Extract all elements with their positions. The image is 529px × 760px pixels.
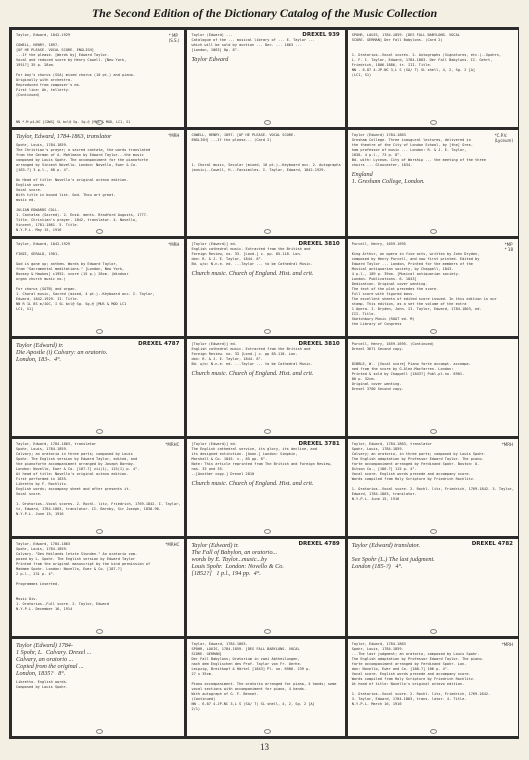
card-text-line: ENGLISH] ...If the please... (Card 2) bbox=[191, 138, 272, 142]
card-rod-hole bbox=[430, 120, 437, 125]
card-text-line: Vocal score. English words precede and accompany score. bbox=[351, 672, 471, 676]
card-call-number: DREXEL 4787 bbox=[138, 341, 180, 347]
card-text-line: 1. Choral music, Sacred (mixed, 4 pt.)--Keyboard acc. I. Taylor, bbox=[16, 292, 155, 296]
card-text-line: Friedrich, 1806-1886, tr. III. Title. bbox=[351, 63, 432, 67]
card-text-line: ned from the score by G.Alex.Macfarren. London: bbox=[351, 367, 454, 371]
card-text-line: English cathedral music. Extracted from the British and bbox=[191, 247, 311, 251]
card-text-line: L. F. I. Taylor, Edward, 1784-1863. Der Fall Babylons. II. Gehrt, bbox=[351, 58, 493, 62]
card-rod-hole bbox=[264, 329, 271, 334]
card-text-line: Taylor, Edward, 1784-1863, translator bbox=[351, 442, 432, 446]
card-text-line: Sketchbury Music (ROAT ed. M) bbox=[351, 317, 415, 321]
card-text-line: 1. Oratorios--Vocal scores. 2. Rochl- litz, Friedrich, 1769-1842. I. Taylor, bbox=[16, 502, 181, 506]
card-text-line: 27 x 35cm. bbox=[191, 672, 214, 676]
card-text-line: Taylor, Edward, 1784-1863, translator bbox=[16, 442, 97, 446]
card-text-line: ...If the please. [Words by] Edward Taylor. bbox=[16, 53, 110, 57]
card-text-line: 1. Oratorios--Full score. 2. Taylor, Edward bbox=[16, 602, 110, 606]
catalog-card bbox=[12, 439, 184, 536]
card-text-line: With autograph of G. F. Bennet. bbox=[191, 692, 259, 696]
catalog-card-grid bbox=[9, 27, 519, 739]
card-text-line: Spohr, Louis, 1784-1859. bbox=[16, 143, 68, 147]
card-rod-hole bbox=[96, 329, 103, 334]
card-text-line: [OF HE PLEASE. VOCAL SCORE. ENGLISH] bbox=[16, 48, 94, 52]
card-text-line: Bd. w/o: N.n.e. ed. ...Taylor ... to be Cathedral Music. bbox=[191, 362, 313, 366]
card-text-line: don: R. & J. E. Taylor, 1844. 8°. bbox=[191, 357, 263, 361]
card-text-line: Drexel 3700 Second copy. bbox=[351, 387, 404, 391]
handwritten-heading: Taylor Edward bbox=[191, 56, 229, 63]
card-text-line: Foreign Review. no. 33 [Lond.] c. pp 85-118. Lon- bbox=[191, 352, 298, 356]
handwritten-heading: England 1. Gresham College, London. bbox=[351, 171, 425, 185]
card-class-mark: *MRH bbox=[168, 242, 180, 247]
card-text-line: the theatre of the City of London School, by [the] Gres- bbox=[351, 143, 473, 147]
card-text-line: (LC1, S1) bbox=[351, 73, 372, 77]
catalog-card bbox=[187, 339, 344, 436]
catalog-card bbox=[348, 130, 518, 236]
card-text-line: 80 p. 32cm. bbox=[351, 377, 376, 381]
card-text-line: N.Y.P.L. December 16, 1914 bbox=[16, 607, 73, 611]
card-text-line: (Continued) bbox=[191, 697, 216, 701]
page-number: 13 bbox=[260, 742, 269, 752]
catalog-card bbox=[348, 339, 518, 436]
card-text-line: Vincent, 1781-1861. 5. Title. bbox=[16, 223, 79, 227]
card-text-line: Foreign Review, no. 33. [Lond.] c. pp. 85-118. Lon- bbox=[191, 252, 302, 256]
card-text-line: Spohr, Louis, 1784-1859. bbox=[16, 547, 68, 551]
card-text-line: Ditson Co., [186-?] 115 p. 4°. bbox=[351, 467, 417, 471]
card-rod-hole bbox=[96, 120, 103, 125]
card-rod-hole bbox=[96, 729, 103, 734]
card-text-line: forte accompaniment arranged by Ferdinand Spohr. Boston: O. bbox=[351, 462, 480, 466]
card-text-line: Taylor, Edward, 1784-1863 bbox=[16, 542, 71, 546]
card-text-line: [Taylor (Edward)] ed. bbox=[191, 442, 237, 446]
card-text-line: from "Sacramental meditations." [London, New York, bbox=[16, 267, 125, 271]
card-call-number: DREXEL 939 bbox=[302, 32, 340, 38]
card-text-line: its designed extinction. [Anon.] London: Simpkin, bbox=[191, 452, 298, 456]
card-text-line: Calvary. "Des Heilands letzte Stunden." An oratorio com- bbox=[16, 552, 138, 556]
card-call-number: DREXEL 3781 bbox=[298, 441, 340, 447]
card-text-line: For chorus (SATB) and organ. bbox=[16, 287, 77, 291]
card-text-line: [Taylor (Edward)] ed. bbox=[191, 242, 237, 246]
card-text-line: 2/1) bbox=[191, 707, 201, 711]
card-text-line: 1. Oratorios--Vocal scores. 2. Autographs (Signatures, etc.)--Spohrs, bbox=[351, 53, 502, 57]
card-text-line: Printed & sold by Chappell [1843?] Publ.pl.no. 6901. bbox=[351, 372, 465, 376]
card-call-number: DREXEL 3810 bbox=[298, 341, 340, 347]
card-rod-hole bbox=[430, 329, 437, 334]
card-class-mark: *C.P.V. (Lyceum) bbox=[494, 133, 514, 143]
card-class-mark: *MRH bbox=[501, 442, 514, 447]
card-class-mark: *MRH bbox=[501, 642, 514, 647]
handwritten-heading: Taylor (Edward) 1784- 1 Spohr, L. Calvary. Drexel ... Calvary, an oratorio ... Copied from the original ... London, 1835? 8°. bbox=[16, 642, 92, 677]
catalog-card bbox=[12, 639, 184, 736]
card-text-line: from the German of A. Mahlmann by Edward Taylor...the music bbox=[16, 153, 144, 157]
card-text-line: Words compiled from Holy Scripture by Friedrich Rochlitz. bbox=[351, 677, 476, 681]
card-text-line: SPOHR, LOUIS, 1784-1859. [DES FALL BABYLONS. VOCAL bbox=[191, 647, 300, 651]
card-text-line: Bd. w/o: N.n.e. ed. ...Taylor ... to be Cathedral Music. bbox=[191, 262, 313, 266]
card-text-line: Leipzig, Breitkopf & Härtel [1843] Pl. no. 6986. 239 p. bbox=[191, 667, 311, 671]
card-text-line: Edward, 1842-1929. II. Title. bbox=[16, 297, 79, 301]
card-rod-hole bbox=[96, 629, 103, 634]
card-text-line: Taylor, Edward, 1842-1929 bbox=[16, 242, 71, 246]
card-text-line: 1. Cantatas (Sacred). 2. Ensb- ments. Bradford Augusts, 1777- bbox=[16, 213, 148, 217]
card-rod-hole bbox=[96, 229, 103, 234]
card-text-line: --[Another copy.] Drexel 2810 bbox=[191, 472, 255, 476]
card-tracing-footer: NN *.M p4-NC [COWS] SL bcl@ Sg. Sg.@ [MUS & MOD, LC1, S1 bbox=[16, 119, 131, 124]
card-text-line: the Library of Congress bbox=[351, 322, 402, 326]
card-text-line: Purcell, Henry, 1659-1695. (Continued) bbox=[351, 342, 434, 346]
card-text-line: DIBBLE, W.- [Vocal score] Piano forte accompt. accompa- bbox=[351, 362, 471, 366]
card-text-line: Reproduced from composer's ms. bbox=[16, 83, 81, 87]
card-text-line: JULIAN EDWARDS COLL. bbox=[16, 208, 60, 212]
card-text-line: Taylor (Edward) 1784-1863 bbox=[351, 133, 406, 137]
catalog-card bbox=[348, 439, 518, 536]
card-text-line: stamp. This edition, as a set the volume of the extra bbox=[351, 302, 467, 306]
card-text-line: Words compiled from Holy Scripture by Friedrich Rochlitz. bbox=[351, 477, 476, 481]
card-text-line: King Arthur, an opera in five acts, written by John Dryden, bbox=[351, 252, 480, 256]
card-text-line: English words; accompany sheet and after presents it. bbox=[16, 487, 131, 491]
card-rod-hole bbox=[430, 229, 437, 234]
card-text-line: Edward Taylor ... London, Printed for the members of the bbox=[351, 262, 473, 266]
card-text-line: English cathedral music. Extracted from the British and bbox=[191, 347, 311, 351]
card-text-line: 1951?] 35 p. 28cm. bbox=[16, 63, 55, 67]
card-text-line: NN - 6.87 4.JP-NC 3,L S (SA/ T) SL shell, 4, 2, Sg. 2 [A] bbox=[351, 68, 476, 72]
card-text-line: organ church music no.) bbox=[16, 277, 66, 281]
card-rod-hole bbox=[430, 429, 437, 434]
catalog-card bbox=[12, 30, 184, 127]
card-text-line: (Continued) bbox=[16, 93, 40, 97]
catalog-card bbox=[12, 539, 184, 636]
card-text-line: Programmes inserted. bbox=[16, 582, 60, 586]
card-rod-hole bbox=[430, 629, 437, 634]
card-text-line: NN R 1L 8S m/JOC, I SL bcl@ Sg. Sg.@ [MUS & MOD LC1 bbox=[16, 302, 127, 306]
card-rod-hole bbox=[96, 429, 103, 434]
card-text-line: English words. bbox=[16, 183, 47, 187]
card-text-line: Dedication. Original cover wanting. bbox=[351, 282, 428, 286]
card-text-line: The excellent sheets of edited score issued. In this edition is our bbox=[351, 297, 497, 301]
card-text-line: The English adaptation by Professor Edward Taylor. The piano- bbox=[351, 457, 484, 461]
card-text-line: 1. Choral music, Secular (mixed, 10 pt.)--Keyboard acc. 2. Autographs bbox=[191, 163, 341, 167]
card-text-line: posed by L. Spohr. The English version by Edward Taylor bbox=[16, 557, 135, 561]
card-text-line: London: Novello, Ewer & Co. [187-?] vii(1), 115(1) p. 4°. bbox=[16, 467, 140, 471]
card-text-line: arranged by Vincent Novello. London: Novello, Ewer & Co. bbox=[16, 163, 138, 167]
card-class-mark: * MP (S.S.) bbox=[168, 33, 180, 43]
catalog-card bbox=[187, 439, 344, 536]
card-text-line: Composed by Louis Spohr. bbox=[16, 685, 68, 689]
card-text-line: [183-?] 3 p.l., 68 p. 4°. bbox=[16, 168, 71, 172]
card-text-line: N.Y.P.L. June 15, 1916 bbox=[16, 512, 64, 516]
card-text-line: COWELL, HENRY, 1897- bbox=[16, 43, 60, 47]
card-text-line: III. Title. bbox=[351, 312, 376, 316]
handwritten-heading: Taylor (Edward) tr. The Fall of Babylon, an oratorio... words by E. Taylor...music...by Louis Spohr. London: Novello & Co. [1852?] 1 p.l., 194 pp. 4°. bbox=[191, 542, 284, 577]
card-rod-hole bbox=[264, 529, 271, 534]
card-class-mark: *MP * 18 bbox=[504, 242, 514, 252]
card-rod-hole bbox=[264, 429, 271, 434]
card-text-line: Printed from the original manuscript by the kind permission of bbox=[16, 562, 151, 566]
card-text-line: Vocal score. bbox=[16, 188, 42, 192]
card-text-line: Originally with orchestra. bbox=[16, 78, 73, 82]
card-text-line: choirs ... Gloucester, 1834. bbox=[351, 163, 413, 167]
catalog-card bbox=[12, 339, 184, 436]
card-text-line: For boy's chorus (SSA) mixed chorus (10 pt.) and piano. bbox=[16, 73, 135, 77]
card-text-line: Der Fall Babylons; Oratorium in zwei Abtheilungen, bbox=[191, 657, 300, 661]
card-text-line: 1 Opera. I. Dryden, John. II. Taylor, Edward, 1784-1863, ed. bbox=[351, 307, 482, 311]
card-text-line: 4 p.l., 189 p. 39cm. [Musical antiquarian society. bbox=[351, 272, 460, 276]
card-text-line: Music Div. bbox=[16, 597, 38, 601]
card-text-line: Original cover wanting. bbox=[351, 382, 402, 386]
card-text-line: don: Novello, Ewer and Co. [188-?] 106 p. 4°. bbox=[351, 667, 450, 671]
card-text-line: NN - 6.87 4.JP-NC 3,L S (SA/ T) SL shell, 4, 2, Sg. 2 [A] bbox=[191, 702, 315, 706]
card-text-line: Musical antiquarian society, by Chappell, 1843. bbox=[351, 267, 454, 271]
card-text-line: Gresham College. Three inaugural lectures, delivered in bbox=[351, 138, 471, 142]
card-text-line: Bd. with: Lyceum. City of Worship ... the meeting of the three bbox=[351, 158, 486, 162]
card-text-line: Taylor (Edward) ... bbox=[191, 33, 233, 37]
card-text-line: SCORE. GERMAN] bbox=[191, 652, 222, 656]
handwritten-heading: Taylor (Edward) translator. See Spohr (L.) The last judgment. London (185-?) 4°. bbox=[351, 542, 435, 570]
card-text-line: music ed. bbox=[16, 198, 36, 202]
card-text-line: forte accompaniment arranged by Ferdinand Spohr. Lon- bbox=[351, 662, 467, 666]
card-text-line: N.Y.P.L. May 15, 1916 bbox=[16, 228, 62, 232]
card-text-line: the pianoforte accompaniment arranged by Joseph Barnby. bbox=[16, 462, 135, 466]
card-text-line: Libretto by F. Rochlitz. bbox=[16, 482, 68, 486]
card-call-number: DREXEL 4782 bbox=[471, 541, 514, 547]
card-text-line: Vocal and reduced score by Henry Cowell. [New York, bbox=[16, 58, 127, 62]
card-text-line: composed by Henry Purcell, and now first printed. Edited by bbox=[351, 257, 480, 261]
card-text-line: The Christian's prayer; a sacred cantata, the words translated bbox=[16, 148, 151, 152]
card-text-line: Taylor, Edward, 1784-1863. bbox=[191, 642, 248, 646]
handwritten-heading: Church music. Church of England. Hist. and crit. bbox=[191, 370, 314, 377]
card-text-line: 1. Oratorios--Vocal score. 2. Rochl- litz, Friedrich, 1769-1842. 3. Taylor, bbox=[351, 487, 515, 491]
card-rod-hole bbox=[430, 529, 437, 534]
card-call-number: DREXEL 4789 bbox=[298, 541, 340, 547]
card-text-line: Vocal score. bbox=[16, 492, 42, 496]
card-text-line: LC1, S1] bbox=[16, 307, 34, 311]
card-text-line: nach dem Englischen des Prof. Taylor von Fr. Oerhe. bbox=[191, 662, 302, 666]
card-text-line: Title. Christian's prayer. 1842, translator. 4. Novello, bbox=[16, 218, 138, 222]
card-text-line: 2 p.l., 231 p. 4°. bbox=[16, 572, 55, 576]
card-text-line: Calvary; an oratorio in three parts; composed by Louis bbox=[16, 452, 133, 456]
catalog-card bbox=[348, 30, 518, 127]
card-text-line: [London, 1863] 8p. 8°. bbox=[191, 48, 240, 52]
card-text-line: Spohr, Louis, 1784-1859. bbox=[351, 447, 404, 451]
card-text-line: On Head of title: Novello's original octavo edition. bbox=[16, 178, 129, 182]
catalog-card bbox=[12, 130, 184, 236]
catalog-card bbox=[187, 30, 344, 127]
card-text-line: [Taylor (Edward)] ed. bbox=[191, 342, 237, 346]
card-text-line: Full score with figured bass. bbox=[351, 292, 415, 296]
card-text-line: Taylor, Edward, 1842-1929 bbox=[16, 33, 71, 37]
card-text-line: Piano accompaniment. The oratorio arranged for piano, 4 hands; some bbox=[191, 682, 337, 686]
card-rod-hole bbox=[264, 729, 271, 734]
card-text-line: Marshall & Co. 1845. v., 85 pp. 8°. bbox=[191, 457, 268, 461]
catalog-card bbox=[348, 639, 518, 736]
card-text-line: 1838. 4 p.l., 73 p. 8°. bbox=[351, 153, 402, 157]
card-text-line: Boosey & Hawkes] c1952. score (15 p.) 28cm. (Windsor bbox=[16, 272, 129, 276]
catalog-card bbox=[187, 239, 344, 336]
card-text-line: SPOHR, LOUIS, 1784-1859. [DES FALL BABYLONS. VOCAL bbox=[351, 33, 460, 37]
handwritten-heading: Church music. Church of England. Hist. and crit. bbox=[191, 480, 314, 487]
handwritten-heading: Taylor, Edward, 1784-1863, translator bbox=[16, 133, 112, 140]
card-text-line: which will be sold by auction ... Dec. ... 1863 ... bbox=[191, 43, 302, 47]
card-text-line: The English adaptation by Professor Edward Taylor. The piano- bbox=[351, 657, 484, 661]
catalog-card bbox=[187, 539, 344, 636]
catalog-title: The Second Edition of the Dictionary Catalog of the Music Collection bbox=[91, 5, 438, 20]
card-text-line: vocal sections with accompaniment for piano, 4 hands. bbox=[191, 687, 307, 691]
card-text-line: Libretto. English words. bbox=[16, 680, 68, 684]
card-text-line: London. Publications. 6. 1843] bbox=[351, 277, 417, 281]
card-text-line: Spohr, Louis, 1784-1859. bbox=[351, 647, 404, 651]
card-text-line: FINZI, GERALD, 1901- bbox=[16, 252, 60, 256]
card-rod-hole bbox=[264, 629, 271, 634]
card-text-line: At head of title: Novello's original octavo edition. bbox=[16, 472, 129, 476]
card-text-line: Madame Spohr. London: Novello, Ewer & Co. [187-?] bbox=[16, 567, 123, 571]
card-text-line: don: R. & J. E. Taylor, 1844. 8°. bbox=[191, 257, 263, 261]
card-text-line: Vocal score. English words precede and accompany score. bbox=[351, 472, 471, 476]
card-text-line: ham professor of music ... London: R. & J. E. Taylor, bbox=[351, 148, 467, 152]
card-call-number: DREXEL 3810 bbox=[298, 241, 340, 247]
card-text-line: Catalogue of the ... musical library of ... E. Taylor ... bbox=[191, 38, 315, 42]
catalog-card bbox=[187, 130, 344, 236]
card-text-line: 3. Taylor, Edward, 1784-1863, trans- lator. 4. Title. bbox=[351, 697, 467, 701]
card-text-line: Taylor, Edward, 1784-1863 bbox=[351, 642, 406, 646]
card-text-line: The text of the plot precedes the score. bbox=[351, 287, 439, 291]
handwritten-heading: Church music. Church of England. Hist. and crit. bbox=[191, 270, 314, 277]
card-text-line: tz, Edward, 1784-1863, translator. II. Barnby, Sir Joseph, 1838-96. bbox=[16, 507, 161, 511]
catalog-card bbox=[348, 539, 518, 636]
card-text-line: N.Y.P.L. June 15, 1916 bbox=[351, 497, 400, 501]
card-rod-hole bbox=[430, 729, 437, 734]
card-text-line: 1. Oratorios--Vocal score. 2. Rochl- litz, Friedrich, 1769-1842. bbox=[351, 692, 491, 696]
catalog-card bbox=[348, 239, 518, 336]
catalog-card bbox=[12, 239, 184, 336]
card-text-line: Spohr, Louis, 1784-1859. bbox=[16, 447, 68, 451]
card-text-line: God is gone up; anthem. Words by Edward Taylor, bbox=[16, 262, 118, 266]
page-header bbox=[0, 0, 529, 26]
card-text-line: First performed in 1835. bbox=[16, 477, 68, 481]
card-text-line: Spohr. The English version by Edward Taylor, edited, and bbox=[16, 457, 138, 461]
card-text-line: Edward, 1784-1863, translator. bbox=[351, 492, 417, 496]
card-text-line: Drexel 3671 Second copy. bbox=[351, 347, 404, 351]
card-text-line: The English cathedral service, its glory, its decline, and bbox=[191, 447, 317, 451]
card-text-line: At head of title: Novello's original octavo edition. bbox=[351, 682, 465, 686]
card-text-line: With title in bound list. God. Thou art great. bbox=[16, 193, 116, 197]
card-class-mark: *MRHC bbox=[165, 542, 180, 547]
card-text-line: Calvary; an oratorio, in three parts; composed by Louis Spohr. bbox=[351, 452, 486, 456]
card-rod-hole bbox=[264, 229, 271, 234]
card-class-mark: *MRHC bbox=[165, 442, 180, 447]
card-rod-hole bbox=[264, 120, 271, 125]
card-rod-hole bbox=[96, 529, 103, 534]
card-text-line: ...The last judgment; an oratorio, composed by Louis Spohr. bbox=[351, 652, 480, 656]
card-text-line: Purcell, Henry, 1659-1695 bbox=[351, 242, 406, 246]
card-text-line: composed by Louis Spohr. The accompaniment for the pianoforte bbox=[16, 158, 148, 162]
card-text-line: SCORE. GERMAN] Der Fall Babylons. (Card 2) bbox=[351, 38, 443, 42]
card-text-line: N.Y.P.L. March 16, 1916 bbox=[351, 702, 402, 706]
card-text-line: nos. 33 and 35. bbox=[191, 467, 224, 471]
card-text-line: (music)--Cowell, H.--Facsimiles. I. Taylor, Edward, 1842-1929. bbox=[191, 168, 326, 172]
card-class-mark: *MRH bbox=[168, 133, 180, 138]
card-text-line: First line: Ah, tellerty. bbox=[16, 88, 71, 92]
card-text-line: COWELL, HENRY, 1897- [OF HE PLEASE. VOCAL SCORE. bbox=[191, 133, 296, 137]
catalog-card bbox=[187, 639, 344, 736]
card-text-line: Note: This article reprinted from The British and Foreign Review, bbox=[191, 462, 333, 466]
handwritten-heading: Taylor (Edward) tr. Die Apostle (i) Calvary: an oratorio. London, 183-. 4°. bbox=[16, 342, 108, 363]
